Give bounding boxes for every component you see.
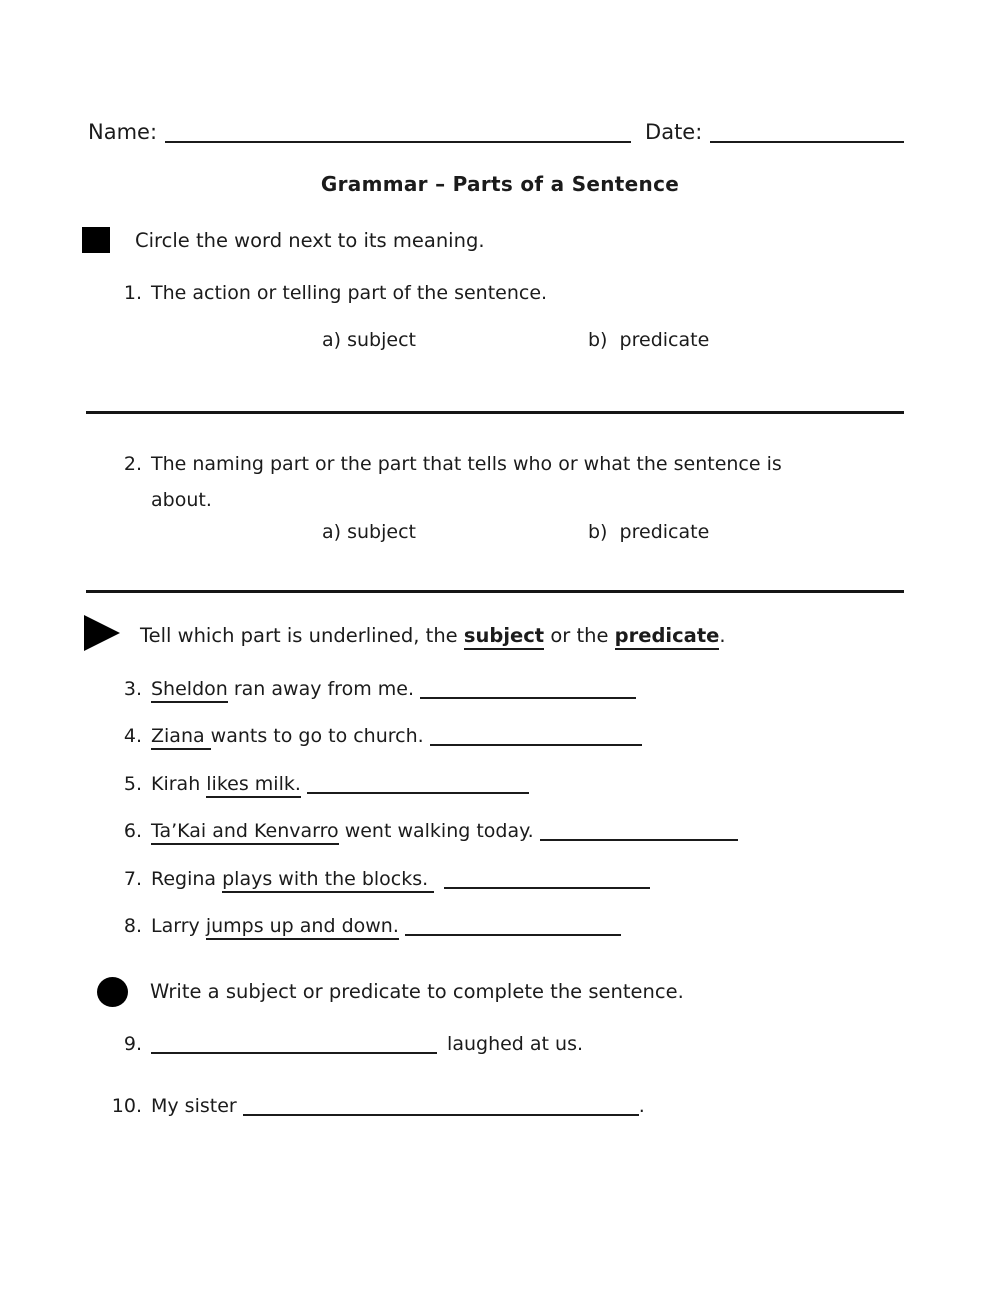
question-8-answer-blank[interactable] <box>405 920 621 936</box>
question-10-period: . <box>638 1095 645 1117</box>
name-label: Name: <box>88 120 158 144</box>
question-8-underlined-part: jumps up and down. <box>206 915 399 940</box>
question-1-number: 1. <box>123 282 142 304</box>
question-9-answer-blank[interactable] <box>151 1038 437 1054</box>
question-2-text-line1: The naming part or the part that tells who or what the sentence is <box>151 453 782 475</box>
question-5-number: 5. <box>123 773 142 795</box>
question-3 <box>108 678 1000 700</box>
question-5 <box>108 773 1000 795</box>
question-8-number: 8. <box>123 915 142 937</box>
question-4-number: 4. <box>123 725 142 747</box>
divider-line <box>86 590 904 593</box>
question-3-post-text: ran away from me. <box>227 678 414 700</box>
section1-instruction: Circle the word next to its meaning. <box>135 229 485 252</box>
date-label: Date: <box>645 120 703 144</box>
question-6-post-text: went walking today. <box>338 820 534 842</box>
question-8 <box>108 915 1000 937</box>
question-7-answer-blank[interactable] <box>444 873 650 889</box>
page-title: Grammar – Parts of a Sentence <box>320 172 680 196</box>
instruction-text: or the <box>544 624 615 647</box>
question-7 <box>108 868 1000 890</box>
question-4-underlined-part: Ziana <box>151 725 211 750</box>
question-9-text: laughed at us. <box>441 1033 584 1055</box>
question-8-pre-text: Larry <box>151 915 206 937</box>
question-10 <box>108 1095 1000 1117</box>
question-9 <box>108 1033 1000 1055</box>
question-9-number: 9. <box>123 1033 142 1055</box>
question-7-pre-text: Regina <box>151 868 223 890</box>
question-1-option-b[interactable]: b) predicate <box>588 329 710 351</box>
question-7-underlined-part: plays with the blocks. <box>222 868 434 893</box>
question-2 <box>108 446 1000 518</box>
question-10-text: My sister <box>151 1095 243 1117</box>
subject-keyword: subject <box>464 624 544 650</box>
question-4-answer-blank[interactable] <box>430 730 642 746</box>
section3-instruction: Write a subject or predicate to complete the sentence. <box>150 980 684 1003</box>
question-4-post-text: wants to go to church. <box>210 725 424 747</box>
question-7-number: 7. <box>123 868 142 890</box>
instruction-text: Tell which part is underlined, the <box>140 624 464 647</box>
question-6-answer-blank[interactable] <box>540 825 738 841</box>
square-bullet-icon <box>82 227 110 253</box>
date-blank-line[interactable] <box>710 127 904 143</box>
question-3-underlined-part: Sheldon <box>151 678 228 703</box>
question-6-number: 6. <box>123 820 142 842</box>
question-5-pre-text: Kirah <box>151 773 207 795</box>
name-date-row <box>88 120 948 144</box>
question-1-option-a[interactable]: a) subject <box>322 329 416 351</box>
divider-line <box>86 411 904 414</box>
question-3-answer-blank[interactable] <box>420 683 636 699</box>
circle-bullet-icon <box>97 977 128 1007</box>
predicate-keyword: predicate <box>615 624 720 650</box>
question-10-answer-blank[interactable] <box>243 1100 639 1116</box>
question-6 <box>108 820 1000 842</box>
question-2-number: 2. <box>123 453 142 475</box>
question-2-text-line2: about. <box>151 489 212 511</box>
question-4 <box>108 725 1000 747</box>
question-3-number: 3. <box>123 678 142 700</box>
question-5-underlined-part: likes milk. <box>206 773 301 798</box>
name-blank-line[interactable] <box>165 127 631 143</box>
question-2-option-b[interactable]: b) predicate <box>588 521 710 543</box>
question-1-text: The action or telling part of the sentence. <box>151 282 548 304</box>
question-5-answer-blank[interactable] <box>307 778 529 794</box>
question-6-underlined-part: Ta’Kai and Kenvarro <box>151 820 339 845</box>
question-2-option-a[interactable]: a) subject <box>322 521 416 543</box>
triangle-bullet-icon <box>84 615 120 651</box>
question-1 <box>108 282 1000 304</box>
section2-instruction <box>140 624 1000 647</box>
instruction-text: . <box>719 624 726 647</box>
question-10-number: 10. <box>111 1095 142 1117</box>
